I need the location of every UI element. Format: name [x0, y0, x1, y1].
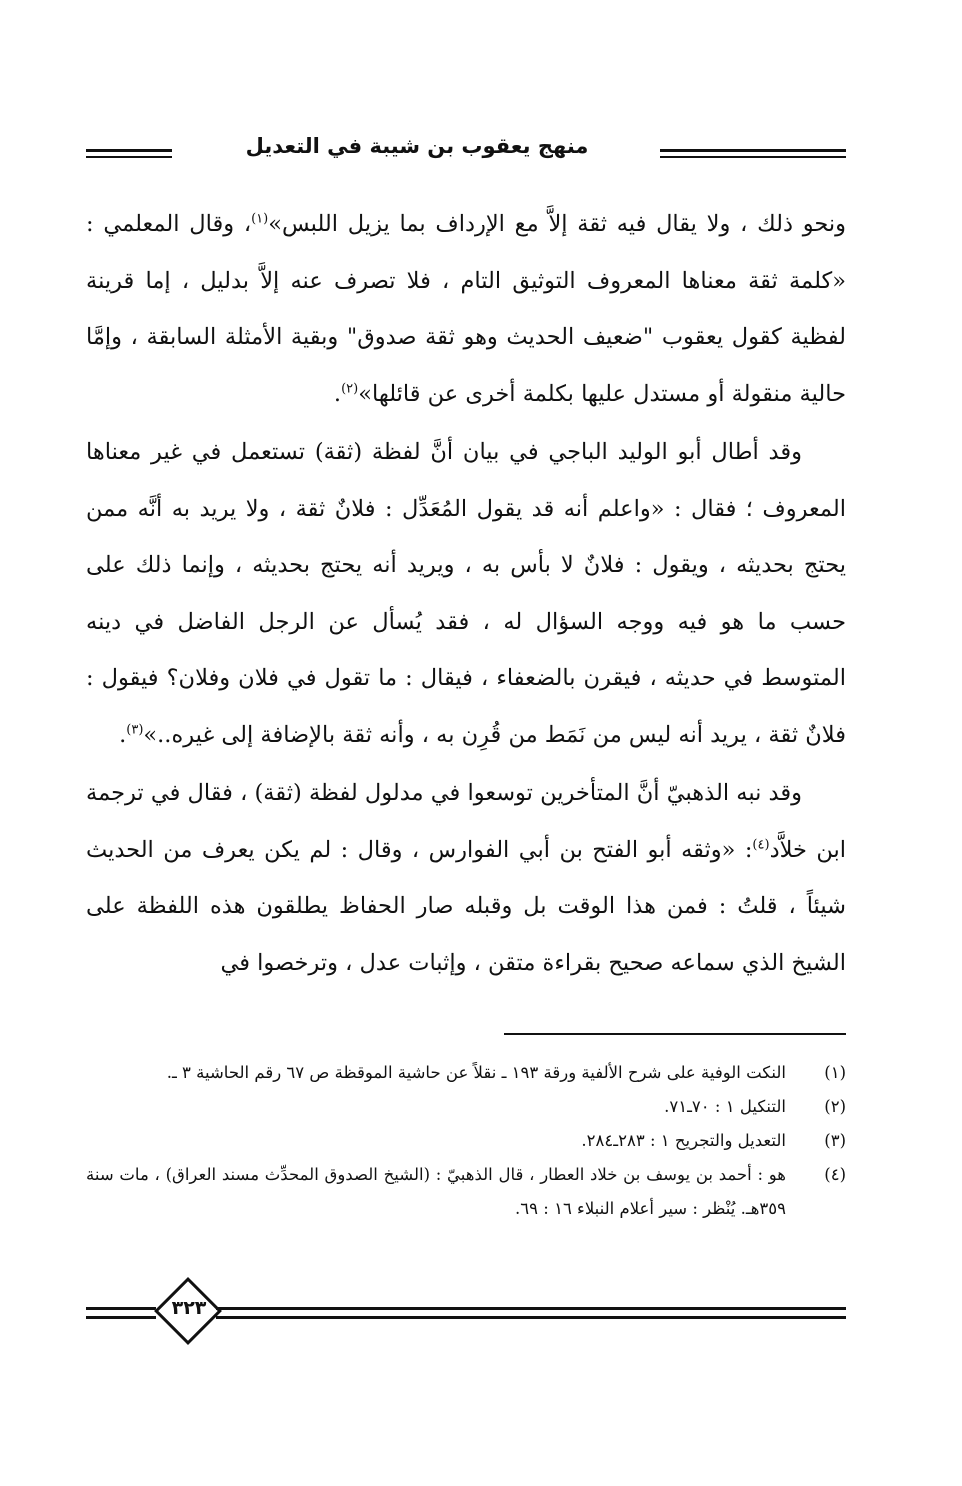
- footnote-4-number: (٤): [824, 1165, 846, 1184]
- footer-rule-left: [86, 1307, 156, 1319]
- footnote-2-number: (٢): [824, 1097, 846, 1116]
- footnote-1-text: النكت الوفية على شرح الألفية ورقة ١٩٣ ـ نقلاً عن حاشية الموقظة ص ٦٧ رقم الحاشية ٣ ـ.: [166, 1063, 786, 1082]
- header-rule-right: [660, 149, 846, 158]
- footnote-separator: [504, 1033, 846, 1035]
- footnote-2-text: التنكيل ١ : ٧٠ـ٧١.: [664, 1097, 786, 1116]
- footer-rule-right: [216, 1307, 846, 1319]
- paragraph-2: [86, 424, 846, 763]
- paragraph-2-end: .: [119, 721, 127, 748]
- footnote-ref-4: (٤): [752, 837, 770, 852]
- footnote-3-text: التعديل والتجريح ١ : ٢٨٣ـ٢٨٤.: [581, 1131, 786, 1150]
- page-number: ٣٢٣: [171, 1297, 207, 1319]
- paragraph-1: [86, 196, 846, 422]
- paragraph-1-text: ونحو ذلك ، ولا يقال فيه ثقة إلاَّ مع الإرداف بما يزيل اللبس»: [268, 211, 846, 237]
- running-header-title: منهج يعقوب بن شيبة في التعديل: [245, 134, 589, 158]
- header-rule-left: [86, 149, 172, 158]
- footnote-4: [86, 1158, 846, 1226]
- paragraph-3-text: وقد نبه الذهبيّ أنَّ المتأخرين توسعوا في مدلول لفظة (ثقة) ، فقال في ترجمة ابن خلاَّد: [86, 780, 846, 863]
- footnote-2: [86, 1090, 846, 1124]
- footnote-4-text: هو : أحمد بن يوسف بن خلاد العطار ، قال الذهبيّ : (الشيخ الصدوق المحدِّث مسند العراق) ، مات سنة ٣٥٩هـ. يُنْظر : سير أعلام النبلاء ١٦ : ٦٩.: [86, 1165, 786, 1218]
- main-text: [86, 196, 846, 991]
- footnotes: [86, 1056, 846, 1226]
- paragraph-1-end: .: [333, 380, 342, 407]
- footnote-ref-2: (٢): [341, 381, 359, 396]
- running-header: [86, 132, 846, 176]
- footnote-3-number: (٣): [824, 1131, 846, 1150]
- footnote-1: [86, 1056, 846, 1090]
- paragraph-1-text-b: ، وقال المعلمي : «كلمة ثقة معناها المعروف التوثيق التام ، فلا تصرف عنه إلاَّ بدليل ، إما قرينة لفظية كقول يعقوب "ضعيف الحديث وهو ثقة صدوق" وبقية الأمثلة السابقة ، وإمَّا حالية منقولة أو مستدل عليها بكلمة أخرى عن قائلها»: [86, 211, 846, 407]
- paragraph-2-text: وقد أطال أبو الوليد الباجي في بيان أنَّ لفظة (ثقة) تستعمل في غير معناها المعروف ؛ فقال : «واعلم أنه قد يقول المُعَدِّل : فلانٌ ثقة ، ولا يريد به أنَّه ممن يحتج بحديثه ، ويقول : فلانٌ لا بأس به ، ويريد أنه يحتج بحديثه ، وإنما ذلك على حسب ما هو فيه ووجه السؤال له ، فقد يُسأل عن الرجل الفاضل في دينه المتوسط في حديثه ، فيقرن بالضعفاء ، فيقال : ما تقول في فلان وفلان؟ فيقول : فلانٌ ثقة ، يريد أنه ليس من نَمَط من قُرِن به ، وأنه ثقة بالإضافة إلى غيره..»: [86, 439, 846, 748]
- footnote-ref-1: (١): [251, 211, 269, 227]
- paragraph-3: [86, 765, 846, 991]
- footnote-3: [86, 1124, 846, 1158]
- footnote-ref-3: (٣): [126, 722, 144, 737]
- footnote-1-number: (١): [824, 1063, 846, 1082]
- page-footer: [86, 1278, 846, 1348]
- paragraph-3-text-b: : «وثقه أبو الفتح بن أبي الفوارس ، وقال : لم يكن يعرف من الحديث شيئاً ، قلتُ : فمن هذا الوقت بل وقبله صار الحفاظ يطلقون هذه اللفظة على الشيخ الذي سماعه صحيح بقراءة متقن ، وإثبات عدل ، وترخصوا في: [86, 836, 846, 976]
